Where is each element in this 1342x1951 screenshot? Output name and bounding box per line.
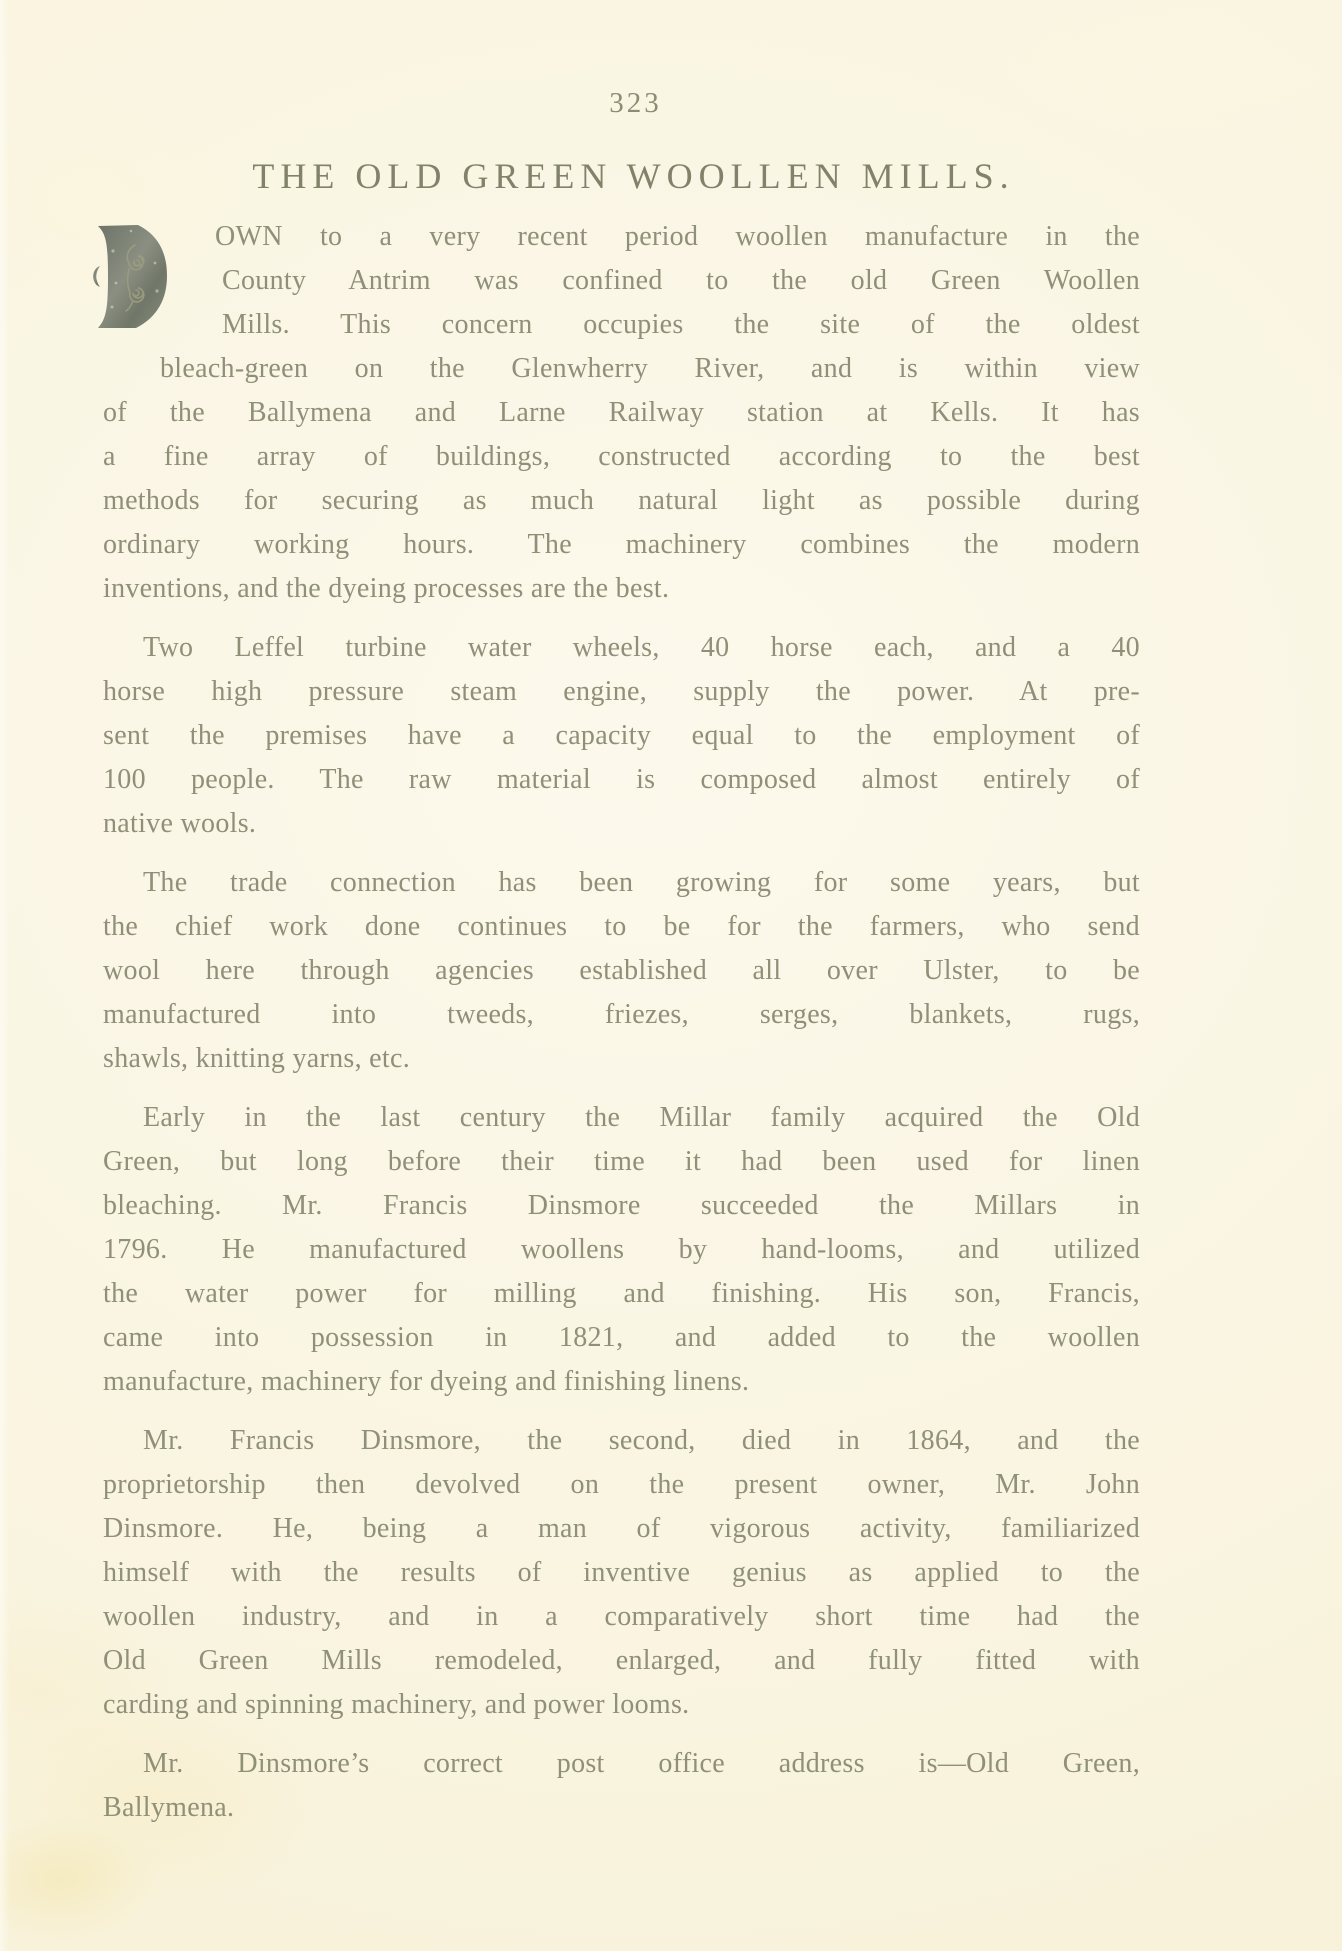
- text-line: came into possession in 1821, and added to the woollen: [103, 1322, 1140, 1353]
- page-number: 323: [609, 87, 662, 119]
- text-line: County Antrim was confined to the old Green Woollen: [222, 265, 1140, 296]
- text-line: Ballymena.: [103, 1792, 235, 1823]
- paragraph: [103, 1419, 1140, 1727]
- page-title: THE OLD GREEN WOOLLEN MILLS.: [252, 156, 1015, 196]
- paragraph: [103, 1742, 1140, 1830]
- text-line: Old Green Mills remodeled, enlarged, and fully fitted with: [103, 1645, 1140, 1676]
- scan-edge-highlight: [0, 0, 10, 1951]
- text-line: of the Ballymena and Larne Railway station at Kells. It has: [103, 397, 1140, 428]
- text-line: inventions, and the dyeing processes are the best.: [103, 573, 670, 604]
- text-block: [103, 215, 1140, 1830]
- text-line: native wools.: [103, 808, 257, 839]
- text-line: OWN to a very recent period woollen manufacture in the: [215, 221, 1140, 252]
- text-line: woollen industry, and in a comparatively short time had the: [103, 1601, 1140, 1632]
- text-line: Dinsmore. He, being a man of vigorous activity, familiarized: [103, 1513, 1140, 1544]
- text-line: Mr. Francis Dinsmore, the second, died in 1864, and the: [143, 1425, 1140, 1456]
- text-line: proprietorship then devolved on the present owner, Mr. John: [103, 1469, 1140, 1500]
- text-line: carding and spinning machinery, and power looms.: [103, 1689, 690, 1720]
- text-line: 100 people. The raw material is composed almost entirely of: [103, 764, 1140, 795]
- text-line: bleaching. Mr. Francis Dinsmore succeeded the Millars in: [103, 1190, 1140, 1221]
- text-line: horse high pressure steam engine, supply the power. At pre-: [103, 676, 1140, 707]
- text-line: manufacture, machinery for dyeing and finishing linens.: [103, 1366, 750, 1397]
- text-line: Early in the last century the Millar family acquired the Old: [143, 1102, 1140, 1133]
- text-line: Mr. Dinsmore’s correct post office address is—Old Green,: [143, 1748, 1140, 1779]
- text-line: himself with the results of inventive genius as applied to the: [103, 1557, 1140, 1588]
- text-line: Mills. This concern occupies the site of the oldest: [222, 309, 1140, 340]
- text-line: Two Leffel turbine water wheels, 40 horse each, and a 40: [143, 632, 1140, 663]
- text-line: the water power for milling and finishing. His son, Francis,: [103, 1278, 1140, 1309]
- text-line: sent the premises have a capacity equal to the employment of: [103, 720, 1140, 751]
- paragraph: [103, 626, 1140, 846]
- text-line: ordinary working hours. The machinery combines the modern: [103, 529, 1140, 560]
- text-line: bleach-green on the Glenwherry River, and is within view: [160, 353, 1140, 384]
- text-line: wool here through agencies established all over Ulster, to be: [103, 955, 1140, 986]
- ornate-initial-d-icon: [91, 221, 173, 333]
- text-line: 1796. He manufactured woollens by hand-looms, and utilized: [103, 1234, 1140, 1265]
- paragraph: [103, 215, 1140, 611]
- text-line: Green, but long before their time it had been used for linen: [103, 1146, 1140, 1177]
- paragraph: [103, 861, 1140, 1081]
- paragraph: [103, 1096, 1140, 1404]
- text-line: manufactured into tweeds, friezes, serges, blankets, rugs,: [103, 999, 1140, 1030]
- text-line: shawls, knitting yarns, etc.: [103, 1043, 411, 1074]
- text-line: The trade connection has been growing for some years, but: [143, 867, 1140, 898]
- text-line: a fine array of buildings, constructed according to the best: [103, 441, 1140, 472]
- text-line: methods for securing as much natural light as possible during: [103, 485, 1140, 516]
- text-line: the chief work done continues to be for the farmers, who send: [103, 911, 1140, 942]
